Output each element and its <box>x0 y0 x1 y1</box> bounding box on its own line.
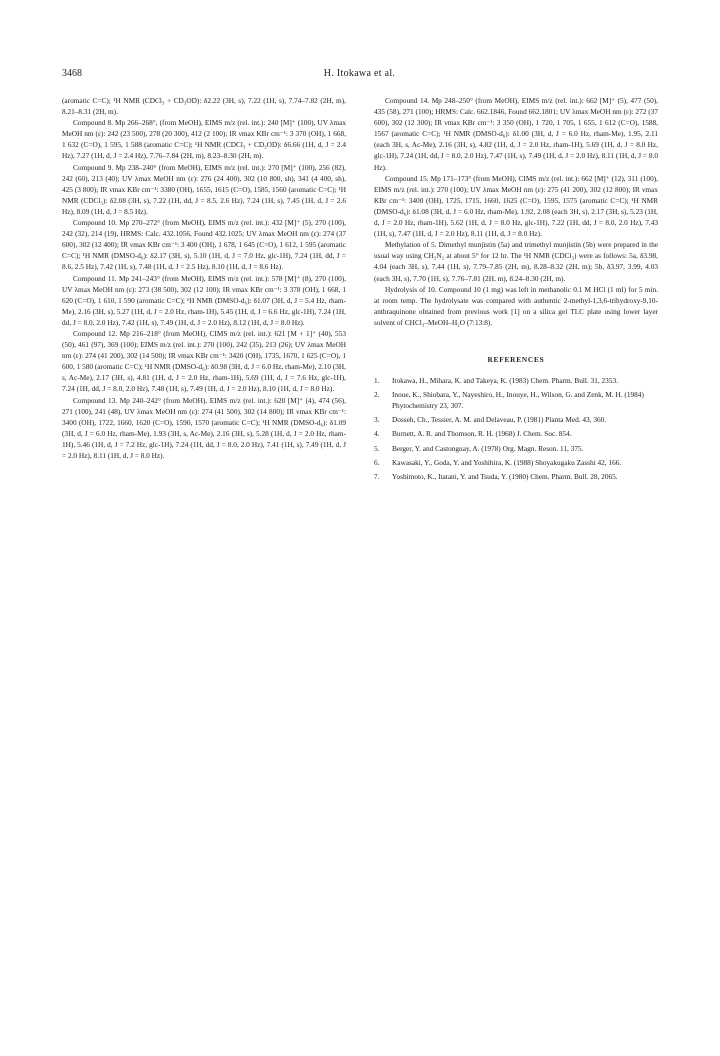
paragraph-methylation: Methylation of 5. Dimethyl munjistin (5a) and trimethyl munjistin (5b) were prepared in the usual way using CH₂N₂ at about 5° for 12 hr. The ¹H NMR (CDCl₃) were as follows: 5a, δ3.98, 4.04 (each 3H, s), 7.44 (1H, s), 7.79–7.85 (2H, m), 8.28–8.32 (2H, m); 5b, δ3.97, 3.99, 4.03 (each 3H, s), 7.70 (1H, s), 7.76–7.81 (2H, m), 8.24–8.30 (2H, m). <box>374 240 658 283</box>
references-list <box>374 375 658 482</box>
paragraph-hydrolysis: Hydrolysis of 10. Compound 10 (1 mg) was left in methanolic 0.1 M HCl (1 ml) for 5 min. at room temp. The hydrolysate was compared with authentic 2-methyl-1,3,6-trihydroxy-9,10-anthraquinone obtained from previous work [1] on a silica gel TLC plate using lower layer solvent of CHCl₃–MeOH–H₂O (7:13:8). <box>374 284 658 327</box>
reference-text: Yoshimoto, K., Itatani, Y. and Tsuda, Y. (1980) Chem. Pharm. Bull. 28, 2065. <box>392 471 618 481</box>
reference-number: 7. <box>374 471 380 481</box>
left-column <box>62 95 346 461</box>
right-column <box>374 95 658 485</box>
running-title: H. Itokawa et al. <box>323 68 396 79</box>
reference-text: Inoue, K., Shiobara, Y., Nayeshiro, H., Inouye, H., Wilson, G. and Zenk, M. H. (1984) Phytochemistry 23, 307. <box>392 390 644 411</box>
reference-text: Dosseh, Ch., Tessier, A. M. and Delaveau, P. (1981) Planta Med. 43, 360. <box>392 415 607 425</box>
reference-item <box>374 414 658 425</box>
reference-number: 4. <box>374 429 380 439</box>
running-header <box>62 68 657 82</box>
paragraph-compound-10: Compound 10. Mp 270–272° (from MeOH), EIMS m/z (rel. int.): 432 [M]⁺ (5), 270 (100), 242 (32), 214 (19), HRMS: Calc. 432.1056, Found 432.1025; UV λmax MeOH nm (ε): 274 (37 600), 302 (12 400); IR νmax KBr cm⁻¹: 3 400 (OH), 1 678, 1 645 (C=O), 1 612, 1 595 (aromatic C=C); ¹H NMR (DMSO-d₆): δ2.17 (3H, s), 5.10 (1H, d, J = 7.0 Hz, glc-1H), 7.24 (1H, dd, J = 8.6, 2.5 Hz), 7.42 (1H, s), 7.48 (1H, d, J = 2.5 Hz), 8.10 (1H, d, J = 8.6 Hz). <box>62 218 346 272</box>
paragraph-compound-14: Compound 14. Mp 248–250° (from MeOH), EIMS m/z (rel. int.): 662 [M]⁺ (5), 477 (50), 435 (58), 271 (100); HRMS: Calc. 662.1846, Found 662.1801; UV λmax MeOH nm (ε): 272 (37 600), 302 (12 300); IR νmax KBr cm⁻¹: 3 350 (OH), 1 720, 1 705, 1 655, 1 612 (C=O), 1588, 1567 (aromatic C=C); ¹H NMR (DMSO-d₆): δ1.00 (3H, d, J = 6.0 Hz, rham-Me), 1.95, 2.11 (each 3H, s, Ac-Me), 2.16 (3H, s), 4.82 (1H, d, J = 2.0 Hz, rham-1H), 5.69 (1H, d, J = 8.0 Hz, glc-1H), 7.24 (1H, dd, J = 8.0, 2.0 Hz), 7.47 (1H, s), 7.49 (1H, d, J = 2.0 Hz), 8.11 (1H, d, J = 8.0 Hz). <box>374 96 658 172</box>
reference-text: Berger, Y. and Castonguay, A. (1978) Org. Magn. Reson. 11, 375. <box>392 443 584 453</box>
page-number: 3468 <box>62 68 82 79</box>
reference-item <box>374 457 658 468</box>
paragraph-compound-8: Compound 8. Mp 266–268°, (from MeOH), EIMS m/z (rel. int.): 240 [M]⁺ (100), UV λmax MeOH nm (ε): 242 (23 500), 278 (20 300), 412 (2 100); IR νmax KBr cm⁻¹: 3 370 (OH), 1 668, 1 632 (C=O), 1 595, 1 588 (aromatic C=C); ¹H NMR (CDCl₃ + CD₃OD): δ6.66 (1H, d, J = 2.4 Hz), 7.27 (1H, d, J = 2.4 Hz), 7.76–7.84 (2H, m), 8.23–8.30 (2H, m). <box>62 118 346 161</box>
reference-number: 1. <box>374 376 380 386</box>
reference-number: 6. <box>374 457 380 467</box>
reference-number: 5. <box>374 443 380 453</box>
reference-item <box>374 471 658 482</box>
reference-number: 2. <box>374 390 380 400</box>
reference-number: 3. <box>374 415 380 425</box>
reference-item <box>374 389 658 411</box>
paragraph-compound-11: Compound 11. Mp 241–243° (from MeOH), EIMS m/z (rel. int.): 578 [M]⁺ (8), 270 (100), UV λmax MeOH nm (ε): 273 (38 500), 302 (12 100); IR νmax KBr cm⁻¹: 3 378 (OH), 1 668, 1 620 (C=O), 1 610, 1 590 (aromatic C=C); ¹H NMR (DMSO-d₆): δ1.07 (3H, d, J = 5.4 Hz, rham-Me), 2.16 (3H, s), 5.27 (1H, d, J = 2.0 Hz, rham-1H), 5.45 (1H, d, J = 6.6 Hz, glc-1H), 7.24 (1H, dd, J = 8.0, 2.0 Hz), 7.42 (1H, s), 7.49 (1H, d, J = 2.0 Hz), 8.12 (1H, d, J = 8.0 Hz). <box>62 273 346 327</box>
references-heading: REFERENCES <box>487 354 545 364</box>
paragraph-compound-12: Compound 12. Mp 216–218° (from MeOH), CIMS m/z (rel. int.): 621 [M + 1]⁺ (40), 553 (50), 461 (97), 369 (100); EIMS m/z (rel. int.): 270 (100), 242 (35), 213 (26); UV λmax MeOH nm (ε): 274 (41 200), 302 (14 500); IR νmax KBr cm⁻¹: 3420 (OH), 1735, 1670, 1 625 (C=O), 1 600, 1 580 (aromatic C=C); ¹H NMR (DMSO-d₆): δ0.98 (3H, d, J = 6.0 Hz, rham-Me), 2.10 (3H, s, Ac-Me), 2.17 (3H, s), 4.81 (1H, d, J = 2.0 Hz, rham-1H), 5.69 (1H, d, J = 7.6 Hz, glc-1H), 7.24 (1H, dd, J = 8.0, 2.0 Hz), 7.48 (1H, s), 7.49 (1H, d, J = 2.0 Hz), 8.10 (1H, d, J = 8.0 Hz). <box>62 328 346 394</box>
reference-text: Burnett, A. R. and Thomson, R. H. (1968) J. Chem. Soc. 854. <box>392 429 572 439</box>
paragraph-compound-15: Compound 15. Mp 171–173° (from MeOH), CIMS m/z (rel. int.): 662 [M]⁺ (12), 311 (100), EIMS m/z (rel. int.): 270 (100); UV λmax MeOH nm (ε): 275 (41 200), 302 (12 800); IR νmax KBr cm⁻¹: 3400 (OH), 1725, 1715, 1660, 1625 (C=O), 1595, 1575 (aromatic C=C); ¹H NMR (DMSO-d₆): δ1.08 (3H, d, J = 6.0 Hz, rham-Me), 1.92, 2.08 (each 3H, s), 2.17 (3H, s), 5.23 (1H, d, J = 2.0 Hz, rham-1H), 5.62 (1H, d, J = 8.0 Hz, glc-1H), 7.22 (1H, dd, J = 8.0, 2.0 Hz), 7.43 (1H, s), 7.47 (1H, d, J = 2.0 Hz), 8.11 (1H, d, J = 8.0 Hz). <box>374 173 658 239</box>
paragraph-compound-13: Compound 13. Mp 240–242° (from MeOH), EIMS m/z (rel. int.): 620 [M]⁺ (4), 474 (56), 271 (100), 241 (48), UV λmax MeOH nm (ε): 274 (41 500), 302 (14 800); IR νmax KBr cm⁻¹: 3400 (OH), 1722, 1660, 1620 (C=O), 1590, 1570 (aromatic C=C); ¹H NMR (DMSO-d₆): δ1.09 (3H, d, J = 6.0 Hz, rham-Me), 1.93 (3H, s, Ac-Me), 2.16 (3H, s), 5.28 (1H, d, J = 2.0 Hz, rham-1H), 5.46 (1H, d, J = 7.2 Hz, glc-1H), 7.24 (1H, dd, J = 8.0, 2.0 Hz), 7.41 (1H, s), 7.49 (1H, d, J = 2.0 Hz), 8.11 (1H, d, J = 8.0 Hz). <box>62 395 346 460</box>
reference-item <box>374 375 658 386</box>
reference-text: Kawasaki, Y., Goda, Y. and Yoshihira, K. (1988) Shoyakugaku Zasshi 42, 166. <box>392 457 622 467</box>
reference-text: Itokawa, H., Mihara, K. and Takeya, K. (1983) Chem. Pharm. Bull. 31, 2353. <box>392 376 618 386</box>
reference-item <box>374 443 658 454</box>
paragraph-aromatic-nmr: (aromatic C=C); ¹H NMR (CDCl₃ + CD₃OD): δ2.22 (3H, s), 7.22 (1H, s), 7.74–7.82 (2H, m), 8.21–8.31 (2H, m). <box>62 96 346 117</box>
reference-item <box>374 428 658 439</box>
paragraph-compound-9: Compound 9. Mp 238–240° (from MeOH), EIMS m/z (rel. int.): 270 [M]⁺ (100), 256 (82), 242 (60), 213 (40); UV λmax MeOH nm (ε): 276 (24 400), 302 (10 800, sh), 341 (4 400, sh), 425 (3 800); IR νmax KBr cm⁻¹: 3380 (OH), 1655, 1615 (C=O), 1585, 1560 (aromatic C=C); ¹H NMR (CDCl₃): δ2.08 (3H, s), 7.22 (1H, dd, J = 8.5, 2.6 Hz), 7.24 (1H, s), 7.45 (1H, d, J = 2.6 Hz), 8.09 (1H, d, J = 8.5 Hz). <box>62 162 346 216</box>
